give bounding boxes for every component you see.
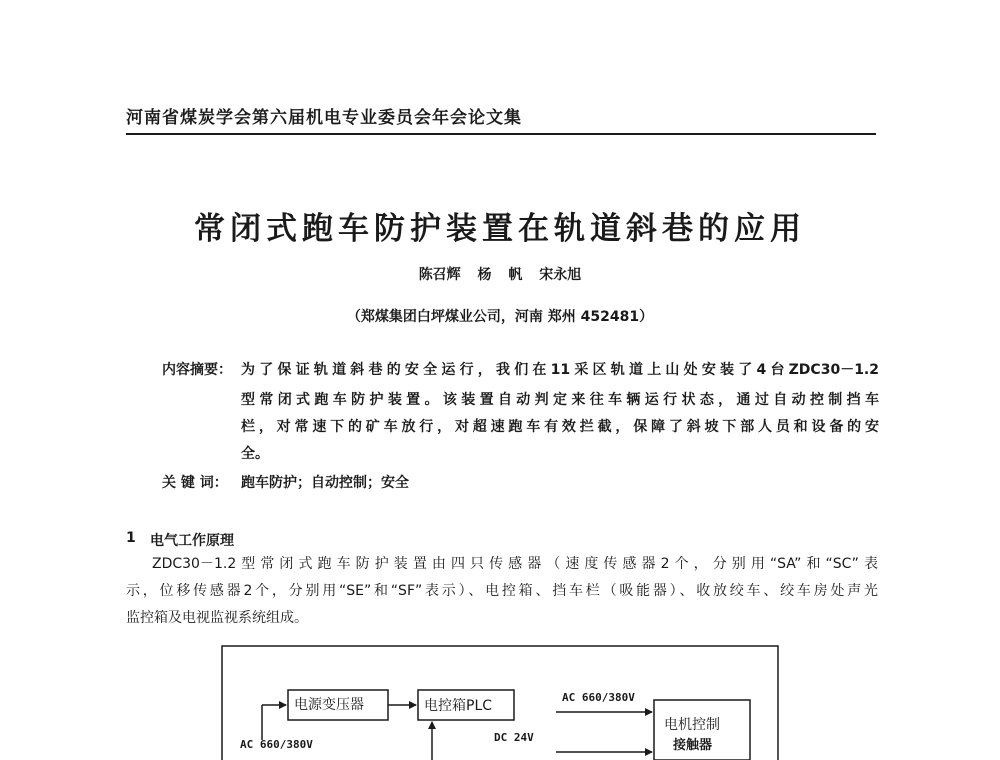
ac-left-label: AC 660/380V	[240, 738, 313, 751]
keywords-text: 跑车防护；自动控制；安全	[241, 475, 409, 491]
contactor-label-line2: 接触器	[673, 738, 713, 753]
contactor-label-line1: 电机控制	[664, 717, 720, 733]
dc-label: DC 24V	[494, 731, 534, 744]
running-header: 河南省煤炭学会第六届机电专业委员会年会论文集	[126, 108, 522, 128]
paper-title: 常闭式跑车防护装置在轨道斜巷的应用	[194, 211, 806, 247]
header-divider	[126, 133, 876, 135]
abstract-line: 全。	[241, 446, 269, 462]
abstract-label: 内容摘要：	[162, 362, 232, 378]
body-line: 示，位移传感器2个，分别用“SE”和“SF”表示）、电控箱、挡车栏（吸能器）、收放绞车、绞车房处声光	[126, 583, 878, 599]
abstract-line: 栏，对常速下的矿车放行，对超速跑车有效拦截，保障了斜坡下部人员和设备的安	[241, 419, 879, 435]
abstract-line: 型常闭式跑车防护装置。该装置自动判定来往车辆运行状态，通过自动控制挡车	[241, 392, 879, 408]
abstract-line: 为了保证轨道斜巷的安全运行，我们在11采区轨道上山处安装了4台ZDC30－1.2	[241, 362, 879, 378]
plc-label: 电控箱PLC	[424, 698, 493, 714]
section-number: 1	[126, 530, 136, 546]
affiliation: （郑煤集团白坪煤业公司，河南 郑州 452481）	[346, 309, 654, 325]
ac-top-label: AC 660/380V	[562, 691, 635, 704]
body-line: ZDC30－1.2型常闭式跑车防护装置由四只传感器（速度传感器2个，分别用“SA”和“SC”表	[152, 556, 878, 572]
section-title: 电气工作原理	[150, 533, 234, 549]
body-line: 监控箱及电视监视系统组成。	[126, 610, 308, 626]
power-transformer-label: 电源变压器	[294, 697, 364, 713]
keywords-label: 关 键 词：	[162, 475, 228, 491]
authors: 陈召辉 杨 帆 宋永旭	[418, 267, 582, 283]
